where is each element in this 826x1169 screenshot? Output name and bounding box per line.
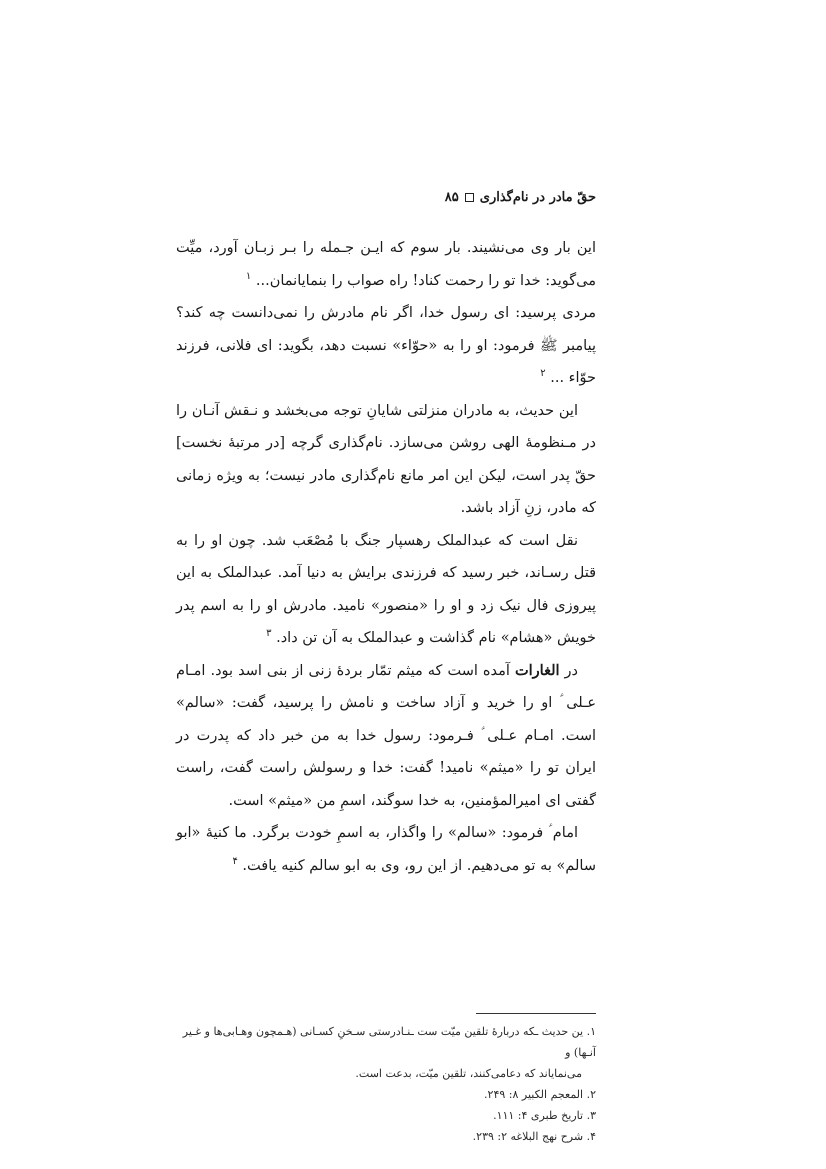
paragraph-text: این بار وی می‌نشیند. بار سوم که ایـن جـمله را بـر زبـان آورد، میِّت می‌گوید: خدا تو را رحمت کناد! راه صواب را بنمایانمان... bbox=[176, 240, 596, 289]
paragraph bbox=[176, 395, 596, 525]
paragraph bbox=[176, 817, 596, 882]
square-ornament-icon bbox=[465, 193, 474, 202]
footnote bbox=[176, 1021, 596, 1063]
footnote-ref: ۲ bbox=[540, 368, 546, 380]
paragraph-text: این حدیث، به مادران منزلتی شایانِ توجه می‌بخشد و نـقش آنـان را در مـنظومهٔ الهی روشن می‌سازد. نام‌گذاری گرچه [در مرتبهٔ نخست] حقّ پدر است، لیکن این امر مانع نام‌گذاری مادر نیست؛ به ویژه زمانی که مادر، زنِ آزاد باشد. bbox=[176, 402, 596, 516]
footnotes bbox=[176, 1021, 596, 1147]
book-title: الغارات bbox=[514, 661, 560, 679]
running-header bbox=[176, 190, 596, 205]
footnote-text: ۲. المعجم الکبیر ۸: ۲۴۹. bbox=[484, 1088, 596, 1101]
footnote-text: ۳. تاریخ طبری ۴: ۱۱۱. bbox=[493, 1109, 596, 1122]
footnote-text: ۱. ین حدیث ـکه دربارهٔ تلقین میّت ست ـنـادرستی سـخنِ کسـانی (هـمچون وهـابی‌ها و غـیر آنـها) و bbox=[182, 1025, 596, 1059]
paragraph bbox=[176, 655, 596, 818]
footnote-divider bbox=[476, 1013, 596, 1014]
footnote-text: می‌نمایاند که دعامی‌کنند، تلقین میّت، بدعت است. bbox=[355, 1067, 582, 1080]
paragraph-text: امام ؑ فرمود: «سالم» را واگذار، به اسمِ خودت برگرد. ما کنیهٔ «ابو سالم» به تو می‌دهیم. از این رو، وی به ابو سالم کنیه یافت. bbox=[176, 825, 596, 874]
footnote-text: ۴. شرح نهج البلاغه ۲: ۲۳۹. bbox=[472, 1130, 596, 1143]
paragraph-text: نقل است که عبدالملک رهسپار جنگ با مُصْعَب شد. چون او را به قتل رسـاند، خبر رسید که فرزندی برایش به دنیا آمد. عبدالملک به این پیروزی فال نیک زد و او را «منصور» نامید. مادرش او را به اسم پدر خویش «هشام» نام گذاشت و عبدالملک به آن تن داد. bbox=[176, 532, 596, 646]
page-number: ۸۵ bbox=[444, 190, 459, 205]
paragraph-text: مردی پرسید: ای رسول خدا، اگر نام مادرش را نمی‌دانست چه کند؟ پیامبر ﷺ فرمود: او را به «حوّاء» نسبت دهد، بگوید: ای فلانی، فرزند حوّاء ... bbox=[176, 305, 596, 386]
footnote bbox=[176, 1105, 596, 1126]
paragraph-text: آمده است که میثم تمّار بردهٔ زنی از بنی اسد بود. امـام عـلی ؑ او را خرید و آزاد ساخت و نامش را پرسید، گفت: «سالم» است. امـام عـلی ؑ فـرمود: رسول خدا به من خبر داد که پدرت در ایران تو را «میثم» نامید! گفت: خدا و رسولش راست گفت، راست گفتی ای امیرالمؤمنین، به خدا سوگند، اسمِ من «میثم» است. bbox=[176, 662, 596, 809]
main-text bbox=[176, 232, 596, 882]
running-title: حقّ مادر در نام‌گذاری bbox=[479, 190, 596, 205]
paragraph bbox=[176, 297, 596, 395]
footnote-ref: ۱ bbox=[245, 270, 252, 282]
paragraph-lead: در bbox=[564, 662, 579, 679]
footnote-ref: ۳ bbox=[266, 628, 272, 640]
paragraph bbox=[176, 232, 596, 297]
footnote-ref: ۴ bbox=[232, 855, 238, 867]
footnote bbox=[176, 1084, 596, 1105]
footnote-continuation bbox=[176, 1063, 596, 1084]
footnote bbox=[176, 1126, 596, 1147]
paragraph bbox=[176, 525, 596, 655]
